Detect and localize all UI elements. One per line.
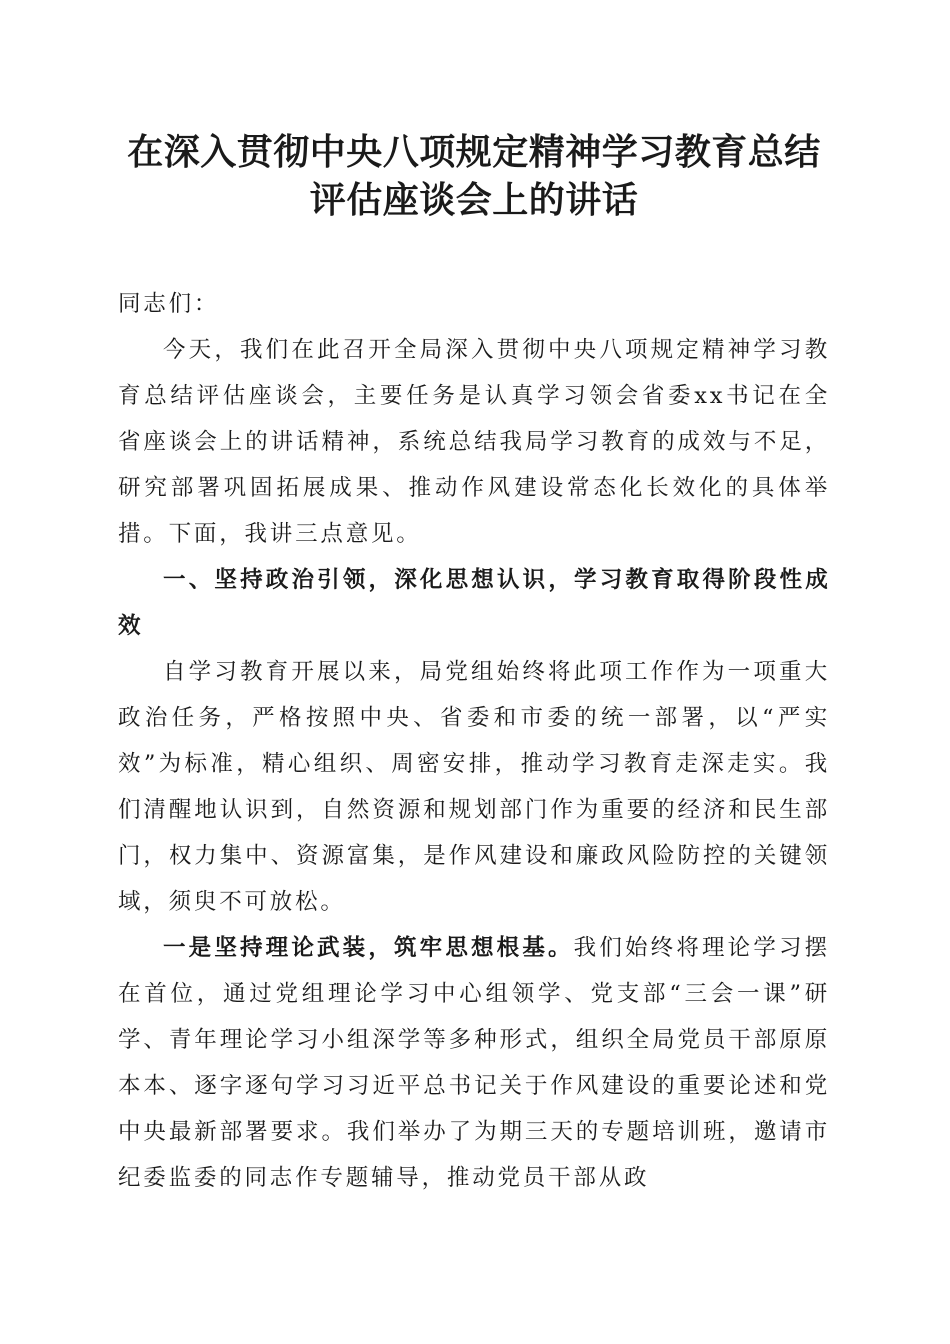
- section-heading-1: 一、坚持政治引领，深化思想认识，学习教育取得阶段性成效: [118, 567, 830, 639]
- paragraph-intro: 今天，我们在此召开全局深入贯彻中央八项规定精神学习教育总结评估座谈会，主要任务是认真学习领会省委xx书记在全省座谈会上的讲话精神，系统总结我局学习教育的成效与不足，研究部署巩固拓展成果、推动作风建设常态化长效化的具体举措。下面，我讲三点意见。: [118, 337, 830, 547]
- point-1-lead: 一是坚持理论武装，筑牢思想根基。: [163, 935, 574, 961]
- salutation: 同志们：: [118, 291, 220, 317]
- document-title: 在深入贯彻中央八项规定精神学习教育总结评估座谈会上的讲话: [127, 131, 821, 221]
- paragraph-section-1: 自学习教育开展以来，局党组始终将此项工作作为一项重大政治任务，严格按照中央、省委和市委的统一部署，以“严实效”为标准，精心组织、周密安排，推动学习教育走深走实。我们清醒地认识到，自然资源和规划部门作为重要的经济和民生部门，权力集中、资源富集，是作风建设和廉政风险防控的关键领域，须臾不可放松。: [118, 659, 830, 915]
- point-1-text: 我们始终将理论学习摆在首位，通过党组理论学习中心组领学、党支部“三会一课”研学、青年理论学习小组深学等多种形式，组织全局党员干部原原本本、逐字逐句学习习近平总书记关于作风建设的重要论述和党中央最新部署要求。我们举办了为期三天的专题培训班，邀请市纪委监委的同志作专题辅导，推动党员干部从政: [118, 935, 830, 1191]
- paragraph-point-1: [118, 925, 830, 1201]
- document-page: [118, 128, 830, 1201]
